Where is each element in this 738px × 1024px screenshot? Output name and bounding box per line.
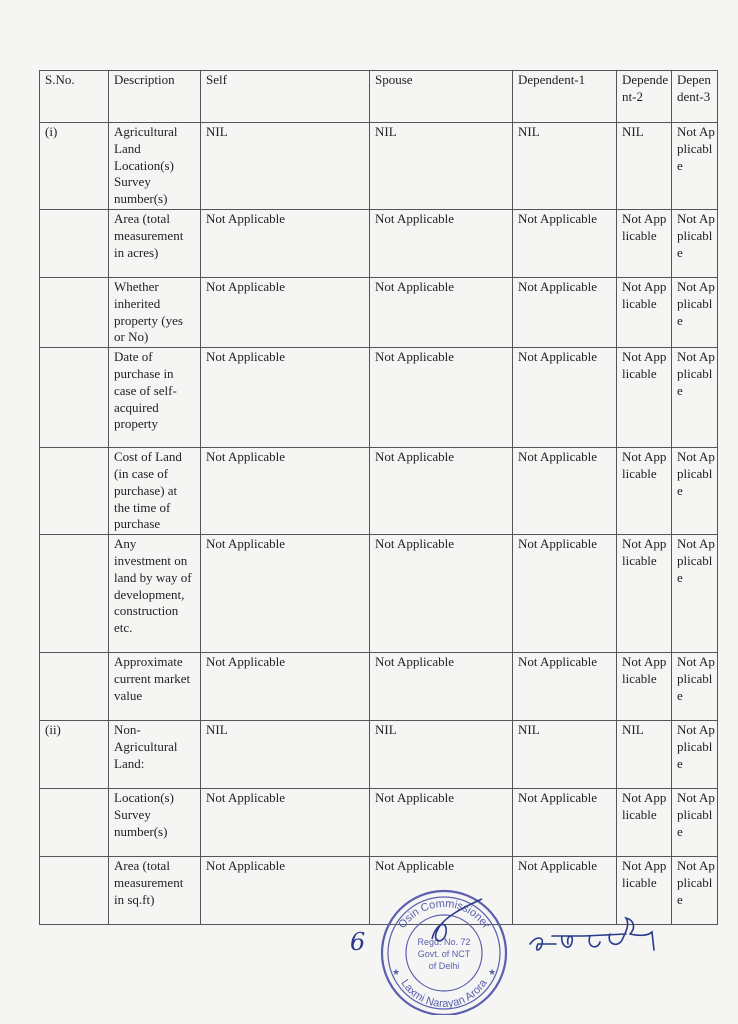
cell-spouse: Not Applicable [370,789,513,857]
cell-self: Not Applicable [201,535,370,653]
cell-dependent-2: Not Applicable [617,448,672,535]
cell-dependent-3: Not Applicable [672,277,718,347]
table-row [40,209,718,277]
cell-description: Area (total measurement in sq.ft) [109,857,201,925]
cell-self: NIL [201,123,370,210]
cell-dependent-3: Not Applicable [672,348,718,448]
cell-dependent-2: Not Applicable [617,653,672,721]
cell-dependent-1: Not Applicable [513,653,617,721]
header-description: Description [109,71,201,123]
cell-spouse: NIL [370,721,513,789]
cell-dependent-1: Not Applicable [513,277,617,347]
header-sno: S.No. [40,71,109,123]
cell-dependent-3: Not Applicable [672,535,718,653]
stamp-bottom-text: Laxmi Narayan Arora [398,977,490,1011]
cell-description: Non-Agricultural Land: [109,721,201,789]
stamp-star-right-icon: ★ [488,967,497,977]
cell-dependent-2: Not Applicable [617,277,672,347]
stamp-star-left-icon: ★ [392,967,401,977]
page-number: 6 [350,928,366,956]
cell-self: Not Applicable [201,448,370,535]
cell-description: Any investment on land by way of development, construction etc. [109,535,201,653]
cell-sno [40,857,109,925]
cell-spouse: Not Applicable [370,448,513,535]
table-row [40,123,718,210]
header-self: Self [201,71,370,123]
cell-description: Location(s) Survey number(s) [109,789,201,857]
cell-self: Not Applicable [201,348,370,448]
cell-dependent-2: Not Applicable [617,348,672,448]
cell-self: Not Applicable [201,277,370,347]
cell-description: Cost of Land (in case of purchase) at the time of purchase [109,448,201,535]
cell-dependent-2: Not Applicable [617,209,672,277]
cell-dependent-1: Not Applicable [513,448,617,535]
cell-sno [40,448,109,535]
cell-sno: (ii) [40,721,109,789]
cell-dependent-1: Not Applicable [513,535,617,653]
cell-dependent-1: Not Applicable [513,348,617,448]
cell-sno [40,348,109,448]
cell-self: NIL [201,721,370,789]
cell-dependent-3: Not Applicable [672,448,718,535]
official-stamp [372,883,514,1015]
cell-dependent-2: NIL [617,123,672,210]
cell-description: Whether inherited property (yes or No) [109,277,201,347]
cell-sno [40,653,109,721]
cell-dependent-2: Not Applicable [617,535,672,653]
header-dependent-1: Dependent-1 [513,71,617,123]
header-spouse: Spouse [370,71,513,123]
cell-description: Date of purchase in case of self-acquired property [109,348,201,448]
cell-dependent-3: Not Applicable [672,123,718,210]
cell-spouse: Not Applicable [370,209,513,277]
header-dependent-2: Dependent-2 [617,71,672,123]
cell-spouse: Not Applicable [370,277,513,347]
cell-spouse: Not Applicable [370,653,513,721]
table-row [40,277,718,347]
cell-sno [40,277,109,347]
cell-dependent-3: Not Applicable [672,653,718,721]
table-row [40,448,718,535]
stamp-line-2: Govt. of NCT [417,949,471,959]
cell-spouse: NIL [370,123,513,210]
cell-dependent-1: Not Applicable [513,857,617,925]
cell-dependent-3: Not Applicable [672,209,718,277]
cell-dependent-1: Not Applicable [513,209,617,277]
cell-description: Approximate current market value [109,653,201,721]
cell-self: Not Applicable [201,789,370,857]
header-dependent-3: Dependent-3 [672,71,718,123]
cell-spouse: Not Applicable [370,857,513,925]
cell-dependent-2: Not Applicable [617,857,672,925]
cell-dependent-1: NIL [513,123,617,210]
table-row [40,789,718,857]
cell-dependent-1: Not Applicable [513,789,617,857]
cell-sno: (i) [40,123,109,210]
cell-dependent-3: Not Applicable [672,857,718,925]
table-row [40,721,718,789]
cell-spouse: Not Applicable [370,535,513,653]
stamp-line-1: Regd. No. 72 [417,937,471,947]
cell-dependent-3: Not Applicable [672,789,718,857]
cell-description: Agricultural Land Location(s) Survey number(s) [109,123,201,210]
stamp-top-text: Osin Commissioner [396,897,492,931]
cell-self: Not Applicable [201,857,370,925]
asset-declaration-table [39,70,718,925]
stamp-line-3: of Delhi [428,961,460,971]
cell-dependent-2: NIL [617,721,672,789]
table-row [40,348,718,448]
signature [526,914,666,966]
table-row [40,535,718,653]
cell-dependent-2: Not Applicable [617,789,672,857]
cell-self: Not Applicable [201,653,370,721]
cell-spouse: Not Applicable [370,348,513,448]
cell-description: Area (total measurement in acres) [109,209,201,277]
cell-sno [40,535,109,653]
table-row [40,653,718,721]
cell-dependent-1: NIL [513,721,617,789]
cell-sno [40,209,109,277]
cell-dependent-3: Not Applicable [672,721,718,789]
cell-sno [40,789,109,857]
header-row [40,71,718,123]
table-body [40,123,718,925]
cell-self: Not Applicable [201,209,370,277]
